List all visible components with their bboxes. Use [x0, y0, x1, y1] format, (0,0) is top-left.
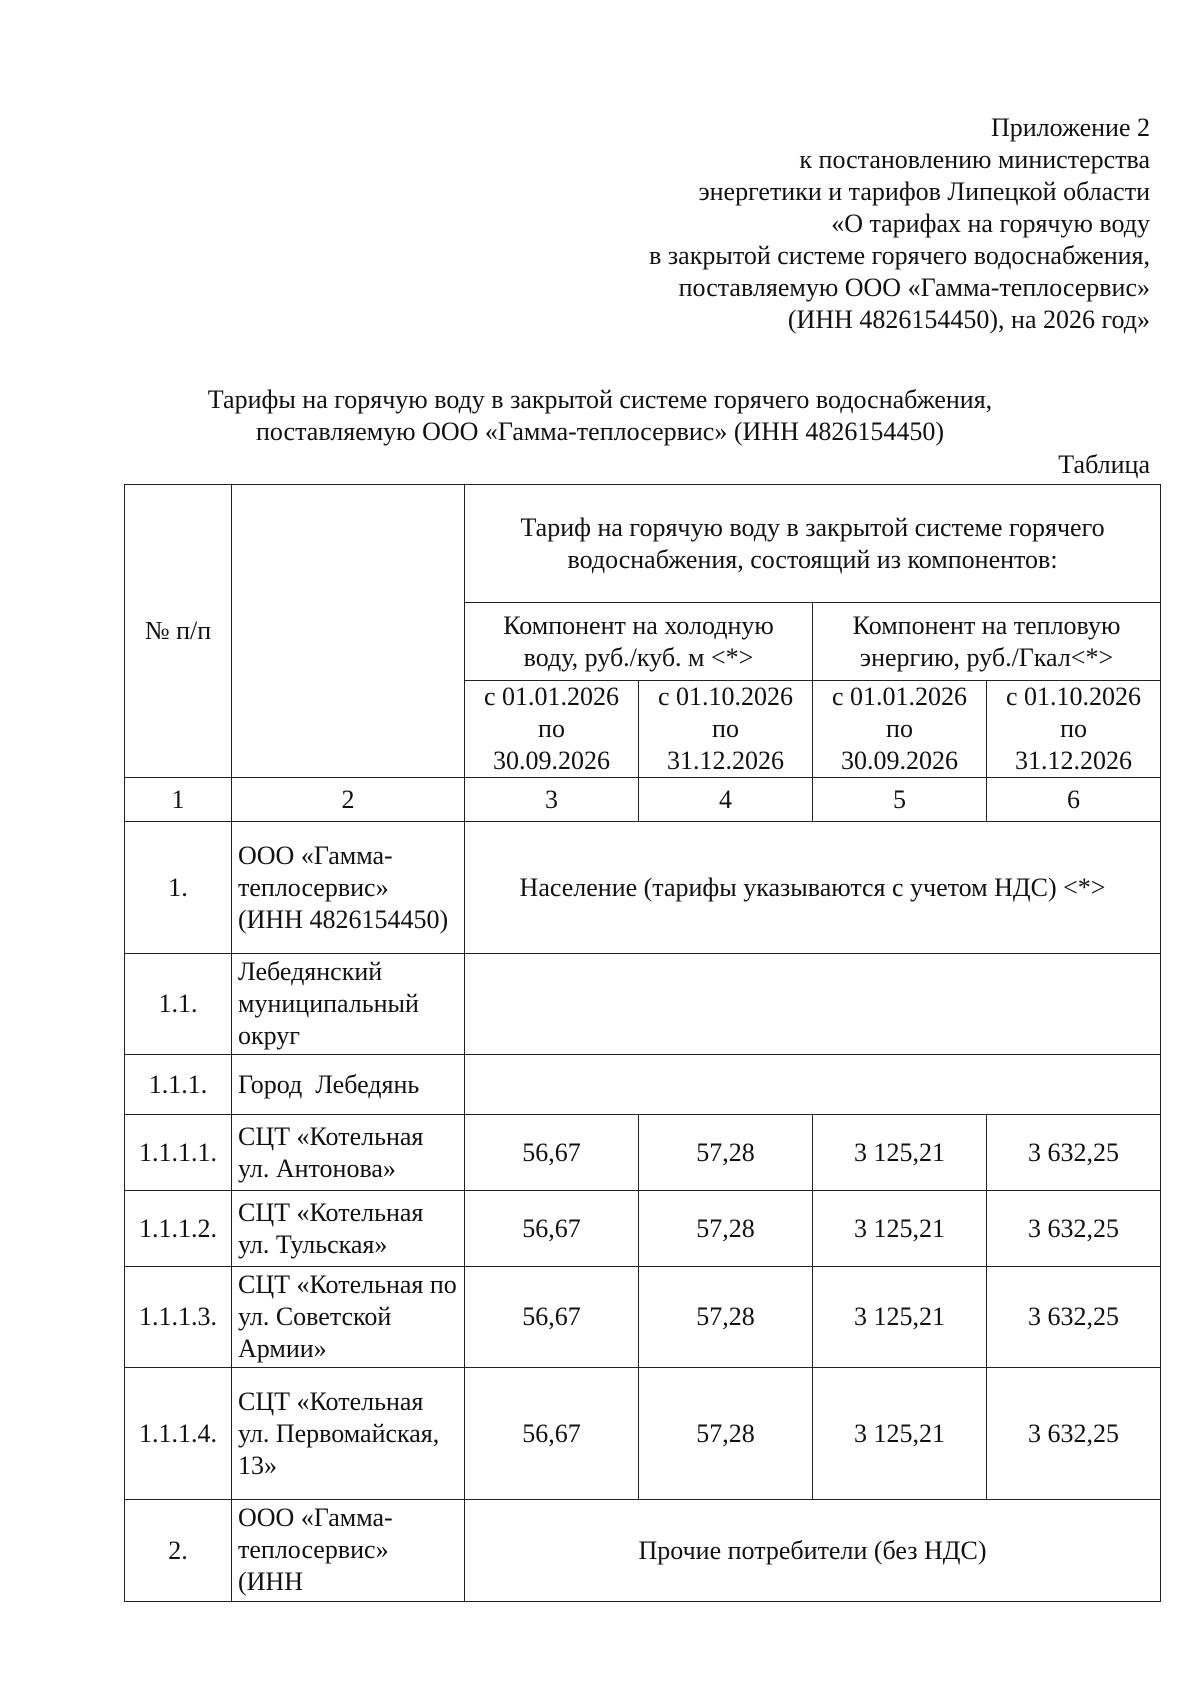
column-number: 3 — [465, 778, 639, 822]
header-row-1 — [125, 485, 1161, 603]
row-name: Город Лебедянь — [232, 1055, 465, 1115]
row-category: Прочие потребители (без НДС) — [465, 1500, 1161, 1602]
appendix-line: «О тарифах на горячую воду — [831, 209, 1150, 238]
appendix-line: поставляемую ООО «Гамма-теплосервис» — [678, 273, 1150, 302]
row-name: СЦТ «Котельная по ул. Советской Армии» — [232, 1267, 465, 1368]
column-number: 4 — [639, 778, 813, 822]
tariff-value: 3 632,25 — [987, 1115, 1161, 1191]
tariff-value: 3 632,25 — [987, 1191, 1161, 1267]
row-number: 1.1.1.1. — [125, 1115, 232, 1191]
row-number: 1.1.1. — [125, 1055, 232, 1115]
tariff-value: 3 632,25 — [987, 1368, 1161, 1500]
tariff-value: 3 125,21 — [813, 1115, 987, 1191]
appendix-line: (ИНН 4826154450), на 2026 год» — [787, 305, 1150, 334]
table-row — [125, 954, 1161, 1055]
tariff-value: 57,28 — [639, 1191, 813, 1267]
row-number: 1.1.1.4. — [125, 1368, 232, 1500]
title-line-2: поставляемую ООО «Гамма-теплосервис» (ИНН 4826154450) — [256, 417, 944, 446]
title-line-1: Тарифы на горячую воду в закрытой системе горячего водоснабжения, — [207, 385, 993, 414]
table-row — [125, 1368, 1161, 1500]
row-name: Лебедянский муниципальный округ — [232, 954, 465, 1055]
appendix-line: к постановлению министерства — [799, 145, 1150, 174]
tariff-value: 56,67 — [465, 1115, 639, 1191]
header-name-blank — [232, 485, 465, 778]
table-row — [125, 822, 1161, 954]
header-tariff-group: Тариф на горячую воду в закрытой системе горячего водоснабжения, состоящий из компонентов: — [465, 485, 1161, 603]
appendix-line: в закрытой системе горячего водоснабжения, — [649, 241, 1150, 270]
column-number: 2 — [232, 778, 465, 822]
appendix-heading — [649, 112, 1150, 336]
row-name: ООО «Гамма-теплосервис» (ИНН 4826154450) — [232, 822, 465, 954]
column-number: 1 — [125, 778, 232, 822]
row-name: СЦТ «Котельная ул. Антонова» — [232, 1115, 465, 1191]
tariff-value: 56,67 — [465, 1191, 639, 1267]
header-cold-component: Компонент на холодную воду, руб./куб. м <*> — [465, 603, 813, 681]
appendix-line: энергетики и тарифов Липецкой области — [698, 177, 1150, 206]
row-number: 2. — [125, 1500, 232, 1602]
row-number: 1. — [125, 822, 232, 954]
row-number: 1.1.1.2. — [125, 1191, 232, 1267]
table-row — [125, 1055, 1161, 1115]
tariff-value: 57,28 — [639, 1267, 813, 1368]
row-category — [465, 1055, 1161, 1115]
tariff-value: 3 125,21 — [813, 1191, 987, 1267]
table-row — [125, 1500, 1161, 1602]
tariff-value: 3 125,21 — [813, 1368, 987, 1500]
header-heat-component: Компонент на тепловую энергию, руб./Гкал<*> — [813, 603, 1161, 681]
header-period: с 01.01.2026 по 30.09.2026 — [813, 681, 987, 778]
tariff-value: 56,67 — [465, 1368, 639, 1500]
row-number: 1.1. — [125, 954, 232, 1055]
column-number: 5 — [813, 778, 987, 822]
row-name — [232, 1500, 465, 1602]
row-number: 1.1.1.3. — [125, 1267, 232, 1368]
row-category: Население (тарифы указываются с учетом НДС) <*> — [465, 822, 1161, 954]
appendix-line: Приложение 2 — [990, 113, 1150, 142]
tariff-value: 57,28 — [639, 1115, 813, 1191]
table-row — [125, 1191, 1161, 1267]
header-num: № п/п — [125, 485, 232, 778]
row-name: СЦТ «Котельная ул. Тульская» — [232, 1191, 465, 1267]
header-period: с 01.10.2026 по 31.12.2026 — [639, 681, 813, 778]
tariff-table — [124, 484, 1161, 1602]
document-title — [0, 384, 1200, 448]
table-row — [125, 1115, 1161, 1191]
header-period: с 01.01.2026 по 30.09.2026 — [465, 681, 639, 778]
column-number: 6 — [987, 778, 1161, 822]
tariff-value: 3 125,21 — [813, 1267, 987, 1368]
row-name: СЦТ «Котельная ул. Первомайская, 13» — [232, 1368, 465, 1500]
tariff-value: 56,67 — [465, 1267, 639, 1368]
header-period: с 01.10.2026 по 31.12.2026 — [987, 681, 1161, 778]
tariff-value: 57,28 — [639, 1368, 813, 1500]
row-name-text: ООО «Гамма-теплосервис» (ИНН — [238, 1503, 393, 1596]
tariff-value: 3 632,25 — [987, 1267, 1161, 1368]
row-category — [465, 954, 1161, 1055]
column-number-row — [125, 778, 1161, 822]
table-label: Таблица — [1058, 450, 1150, 479]
table-row — [125, 1267, 1161, 1368]
